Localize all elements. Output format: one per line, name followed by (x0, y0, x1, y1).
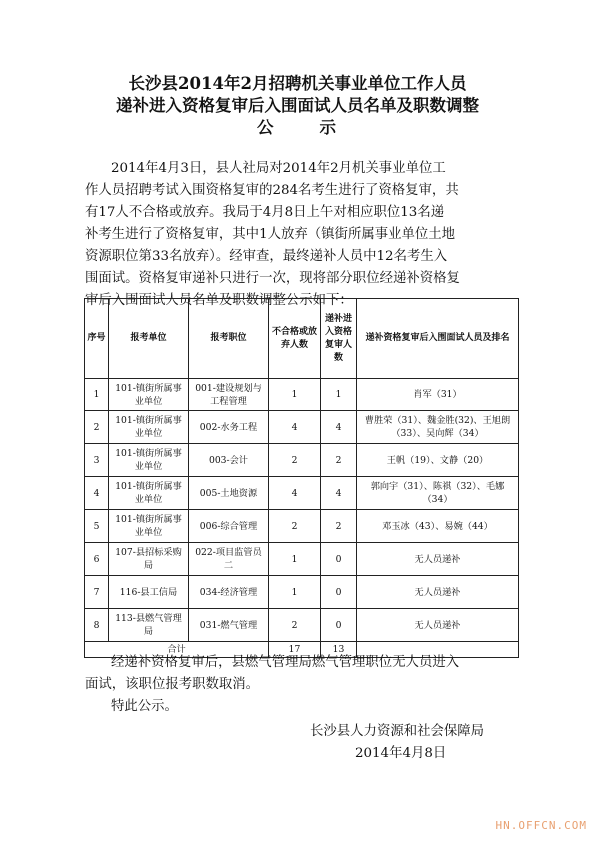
site-watermark: HN.OFFCN.COM (495, 819, 587, 832)
header-backfill: 递补进入资格复审人数 (321, 299, 357, 379)
cell-unit: 101-镇街所属事业单位 (109, 477, 189, 510)
header-names: 递补资格复审后入围面试人员及排名 (357, 299, 519, 379)
closing-paragraph (85, 652, 517, 718)
cell-no: 3 (85, 444, 109, 477)
intro-line: 围面试。资格复审递补只进行一次，现将部分职位经递补资格复 (85, 271, 460, 286)
header-no: 序号 (85, 299, 109, 379)
total-backfill: 13 (321, 642, 357, 658)
cell-failed: 2 (269, 510, 321, 543)
title-char-shi: 示 (319, 118, 338, 137)
cell-names: 邓玉冰（43）、易婉（44） (357, 510, 519, 543)
cell-no: 6 (85, 543, 109, 576)
intro-paragraph (85, 158, 517, 312)
closing-line: 经递补资格复审后，县燃气管理局燃气管理职位无人员进入 (111, 655, 460, 670)
cell-failed: 1 (269, 543, 321, 576)
closing-line: 特此公示。 (111, 699, 178, 714)
signature-org: 长沙县人力资源和社会保障局 (310, 724, 485, 739)
cell-failed: 4 (269, 477, 321, 510)
cell-failed: 1 (269, 576, 321, 609)
cell-no: 5 (85, 510, 109, 543)
cell-names: 郭向宇（31）、陈祺（32）、毛娜（34） (357, 477, 519, 510)
cell-names: 无人员递补 (357, 576, 519, 609)
table-row (85, 379, 519, 411)
cell-no: 1 (85, 379, 109, 411)
header-failed: 不合格或放弃人数 (269, 299, 321, 379)
intro-line: 补考生进行了资格复审，其中1人放弃（镇街所属事业单位土地 (85, 227, 456, 242)
cell-backfill: 2 (321, 510, 357, 543)
table-header-row (85, 299, 519, 379)
cell-backfill: 1 (321, 379, 357, 411)
cell-backfill: 4 (321, 411, 357, 444)
cell-backfill: 0 (321, 576, 357, 609)
table-row (85, 576, 519, 609)
table-row (85, 510, 519, 543)
intro-line: 作人员招聘考试入围资格复审的284名考生进行了资格复审，共 (85, 183, 459, 198)
table-row (85, 444, 519, 477)
cell-names: 无人员递补 (357, 543, 519, 576)
title-char-gong: 公 (257, 118, 276, 137)
cell-unit: 101-镇街所属事业单位 (109, 444, 189, 477)
cell-position: 034-经济管理 (189, 576, 269, 609)
cell-names: 曹胜荣（31）、魏金胜(32)、王旭朗（33）、吴向辉（34） (357, 411, 519, 444)
intro-line: 2014年4月3日，县人社局对2014年2月机关事业单位工 (111, 161, 446, 176)
notice-title-line-3 (60, 117, 535, 139)
table-row (85, 543, 519, 576)
cell-backfill: 4 (321, 477, 357, 510)
intro-line: 审后入围面试人员名单及职数调整公示如下： (85, 293, 353, 308)
cell-position: 003-会计 (189, 444, 269, 477)
header-unit: 报考单位 (109, 299, 189, 379)
cell-failed: 2 (269, 444, 321, 477)
cell-failed: 4 (269, 411, 321, 444)
cell-position: 006-综合管理 (189, 510, 269, 543)
cell-names: 无人员递补 (357, 609, 519, 642)
cell-backfill: 2 (321, 444, 357, 477)
cell-no: 8 (85, 609, 109, 642)
cell-position: 002-水务工程 (189, 411, 269, 444)
cell-no: 7 (85, 576, 109, 609)
cell-unit: 116-县工信局 (109, 576, 189, 609)
cell-failed: 2 (269, 609, 321, 642)
results-table (84, 298, 519, 658)
signature-date: 2014年4月8日 (355, 746, 447, 761)
cell-unit: 113-县燃气管理局 (109, 609, 189, 642)
cell-backfill: 0 (321, 543, 357, 576)
cell-unit: 101-镇街所属事业单位 (109, 510, 189, 543)
cell-position: 005-土地资源 (189, 477, 269, 510)
total-label: 合计 (85, 642, 269, 658)
table-row (85, 411, 519, 444)
intro-line: 资源职位第33名放弃）。经审查，最终递补人员中12名考生入 (85, 249, 448, 264)
notice-title-line-1: 长沙县2014年2月招聘机关事业单位工作人员 (128, 74, 467, 93)
closing-line: 面试，该职位报考职数取消。 (85, 677, 260, 692)
intro-line: 有17人不合格或放弃。我局于4月8日上午对相应职位13名递 (85, 205, 445, 220)
cell-unit: 107-县招标采购局 (109, 543, 189, 576)
cell-unit: 101-镇街所属事业单位 (109, 411, 189, 444)
table-row (85, 609, 519, 642)
cell-names: 王帆（19）、文静（20） (357, 444, 519, 477)
total-failed: 17 (269, 642, 321, 658)
cell-unit: 101-镇街所属事业单位 (109, 379, 189, 411)
cell-no: 2 (85, 411, 109, 444)
cell-no: 4 (85, 477, 109, 510)
cell-failed: 1 (269, 379, 321, 411)
cell-position: 001-建设规划与工程管理 (189, 379, 269, 411)
cell-position: 031-燃气管理 (189, 609, 269, 642)
table-row (85, 477, 519, 510)
cell-position: 022-项目监管员二 (189, 543, 269, 576)
cell-backfill: 0 (321, 609, 357, 642)
notice-title-line-2: 递补进入资格复审后入围面试人员名单及职数调整 (116, 96, 479, 115)
header-position: 报考职位 (189, 299, 269, 379)
cell-names: 肖军（31） (357, 379, 519, 411)
